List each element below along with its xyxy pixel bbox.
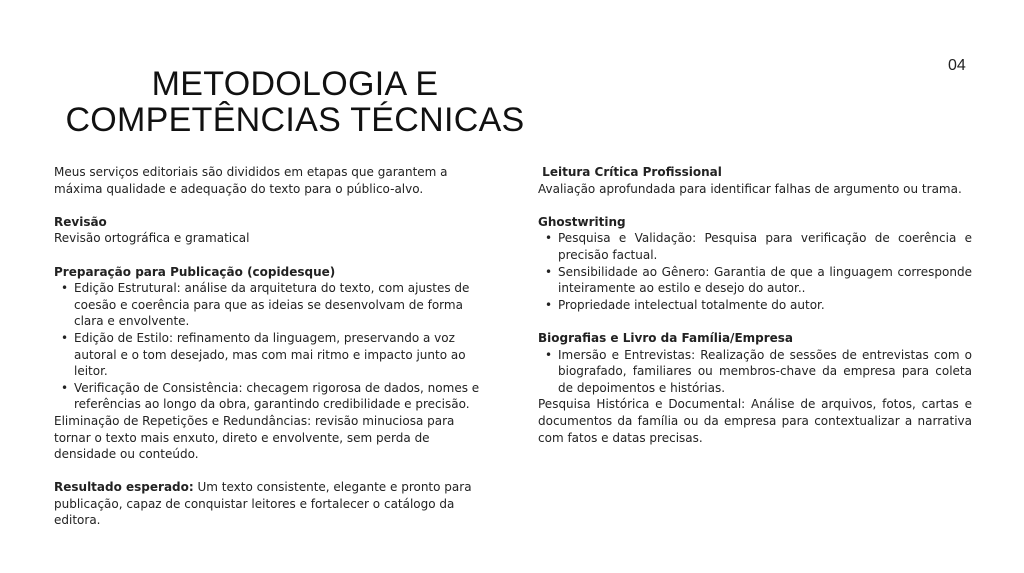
page-number: 04 [948, 57, 966, 74]
list-item: • Edição Estrutural: análise da arquitetura do texto, com ajustes de coesão e coerência para que as ideias se desenvolvam de forma clara e envolvente. [74, 280, 482, 330]
biografias-heading: Biografias e Livro da Família/Empresa [538, 330, 794, 345]
ghostwriting-heading: Ghostwriting [538, 214, 626, 229]
left-column [54, 164, 482, 529]
biografias-list [538, 347, 972, 397]
list-item: • Imersão e Entrevistas: Realização de sessões de entrevistas com o biografado, familiares ou membros-chave da empresa para coleta de depoimentos e histórias. [558, 347, 972, 397]
list-item: • Pesquisa e Validação: Pesquisa para verificação de coerência e precisão factual. [558, 230, 972, 263]
page-title [40, 66, 550, 138]
list-item: • Verificação de Consistência: checagem rigorosa de dados, nomes e referências ao longo da obra, garantindo credibilidade e precisão. [74, 380, 482, 413]
revisao-heading: Revisão [54, 214, 107, 229]
leitura-text: Avaliação aprofundada para identificar falhas de argumento ou trama. [538, 181, 962, 196]
resultado-paragraph [54, 479, 482, 529]
list-item: • Sensibilidade ao Gênero: Garantia de que a linguagem corresponde inteiramente ao estilo e desejo do autor.. [558, 264, 972, 297]
eliminacao-paragraph: Eliminação de Repetições e Redundâncias: revisão minuciosa para tornar o texto mais enxuto, direto e envolvente, sem perda de densidade ou conteúdo. [54, 413, 455, 462]
list-item: • Propriedade intelectual totalmente do autor. [558, 297, 972, 314]
leitura-heading: Leitura Crítica Profissional [538, 165, 722, 179]
preparacao-list [54, 280, 482, 413]
list-item: • Edição de Estilo: refinamento da linguagem, preservando a voz autoral e o tom desejado, mas com mai ritmo e impacto junto ao leitor. [74, 330, 482, 380]
preparacao-heading: Preparação para Publicação (copidesque) [54, 264, 336, 279]
revisao-text: Revisão ortográfica e gramatical [54, 231, 250, 246]
page-title-line-2: COMPETÊNCIAS TÉCNICAS [65, 101, 525, 139]
resultado-text: Um texto consistente, elegante e pronto para publicação, capaz de conquistar leitores e fortalecer o catálogo da editora. [54, 480, 472, 528]
ghostwriting-list [538, 230, 972, 313]
intro-paragraph: Meus serviços editoriais são divididos em etapas que garantem a máxima qualidade e adequação do texto para o público-alvo. [54, 165, 448, 196]
pesquisa-historica-paragraph: Pesquisa Histórica e Documental: Análise de arquivos, fotos, cartas e documentos da família ou da empresa para contextualizar a narrativa com fatos e datas precisas. [538, 397, 972, 445]
resultado-label: Resultado esperado: [54, 480, 194, 495]
right-column [538, 164, 972, 446]
page-title-line-1: METODOLOGIA E [151, 65, 439, 103]
